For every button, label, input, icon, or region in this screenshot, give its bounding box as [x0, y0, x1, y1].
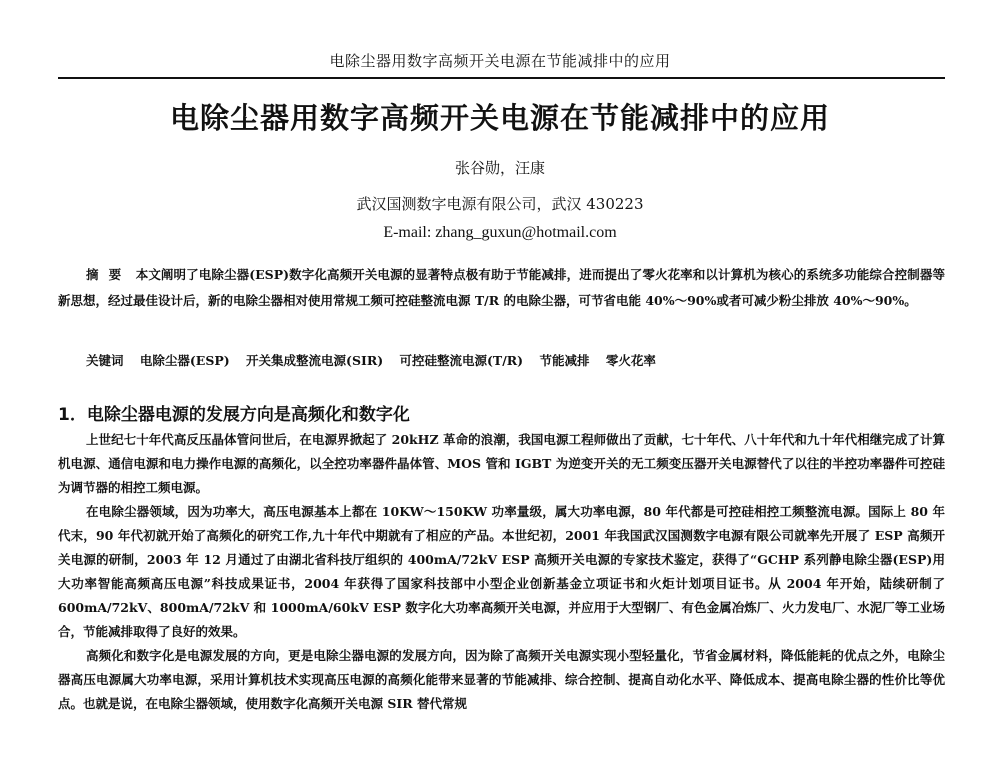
running-header: 电除尘器用数字高频开关电源在节能减排中的应用: [329, 52, 671, 70]
keyword: 零火花率: [605, 353, 656, 368]
paper-title: 电除尘器用数字高频开关电源在节能减排中的应用: [169, 101, 830, 135]
keyword: 可控硅整流电源(T/R): [399, 353, 524, 368]
paragraph: 上世纪七十年代高反压晶体管问世后，在电源界掀起了 20kHZ 革命的浪潮，我国电源工程师做出了贡献，七十年代、八十年代和九十年代相继完成了计算机电源、通信电源和电力操作电源的高频化，以全控功率器件晶体管、MOS 管和 IGBT 为逆变开关的无工频变压器开关电源替代了以往的半控功率器件可控硅为调节器的相控工频电源。: [58, 432, 945, 495]
section-heading: 1．电除尘器电源的发展方向是高频化和数字化: [58, 405, 410, 425]
email: E-mail: zhang_guxun@hotmail.com: [383, 224, 617, 241]
keywords-label: 关键词: [86, 353, 124, 368]
paragraph: 高频化和数字化是电源发展的方向，更是电除尘器电源的发展方向，因为除了高频开关电源实现小型轻量化，节省金属材料，降低能耗的优点之外，电除尘器高压电源属大功率电源，采用计算机技术实现高压电源的高频化能带来显著的节能减排、综合控制、提高自动化水平、降低成本、提高电除尘器的性价比等优点。也就是说，在电除尘器领域，使用数字化高频开关电源 SIR 替代常规: [58, 648, 945, 711]
abstract-label: 摘要: [86, 267, 132, 282]
keyword: 开关集成整流电源(SIR): [246, 353, 384, 368]
keyword: 电除尘器(ESP): [139, 353, 230, 368]
abstract: [58, 262, 945, 314]
header-rule: [58, 77, 945, 79]
section-body: [58, 428, 945, 716]
paragraph: 在电除尘器领域，因为功率大，高压电源基本上都在 10KW～150KW 功率量级，属大功率电源，80 年代都是可控硅相控工频整流电源。国际上 80 年代末，90 年代初就开始了高频化的研究工作,九十年代中期就有了相应的产品。本世纪初，2001 年我国武汉国测数字电源有限公司就率先开展了 ESP 高频开关电源的研制，2003 年 12 月通过了由湖北省科技厅组织的 400mA/72kV ESP 高频开关电源的专家技术鉴定，获得了“GCHP 系列静电除尘器(ESP)用大功率智能高频高压电源”科技成果证书，2004 年获得了国家科技部中小型企业创新基金立项证书和火炬计划项目证书。从 2004 年开始，陆续研制了 600mA/72kV、800mA/72kV 和 1000mA/60kV ESP 数字化大功率高频开关电源，并应用于大型钢厂、有色金属冶炼厂、火力发电厂、水泥厂等工业场合，节能减排取得了良好的效果。: [58, 504, 945, 639]
keywords: [86, 351, 946, 369]
abstract-text: 本文阐明了电除尘器(ESP)数字化高频开关电源的显著特点极有助于节能减排，进而提出了零火花率和以计算机为核心的系统多功能综合控制器等新思想，经过最佳设计后，新的电除尘器相对使用常规工频可控硅整流电源 T/R 的电除尘器，可节省电能 40%～90%或者可减少粉尘排放 40%～90%。: [58, 267, 945, 308]
affiliation: 武汉国测数字电源有限公司，武汉 430223: [356, 195, 644, 213]
keyword: 节能减排: [539, 353, 590, 368]
authors: 张谷勋，汪康: [454, 159, 545, 177]
